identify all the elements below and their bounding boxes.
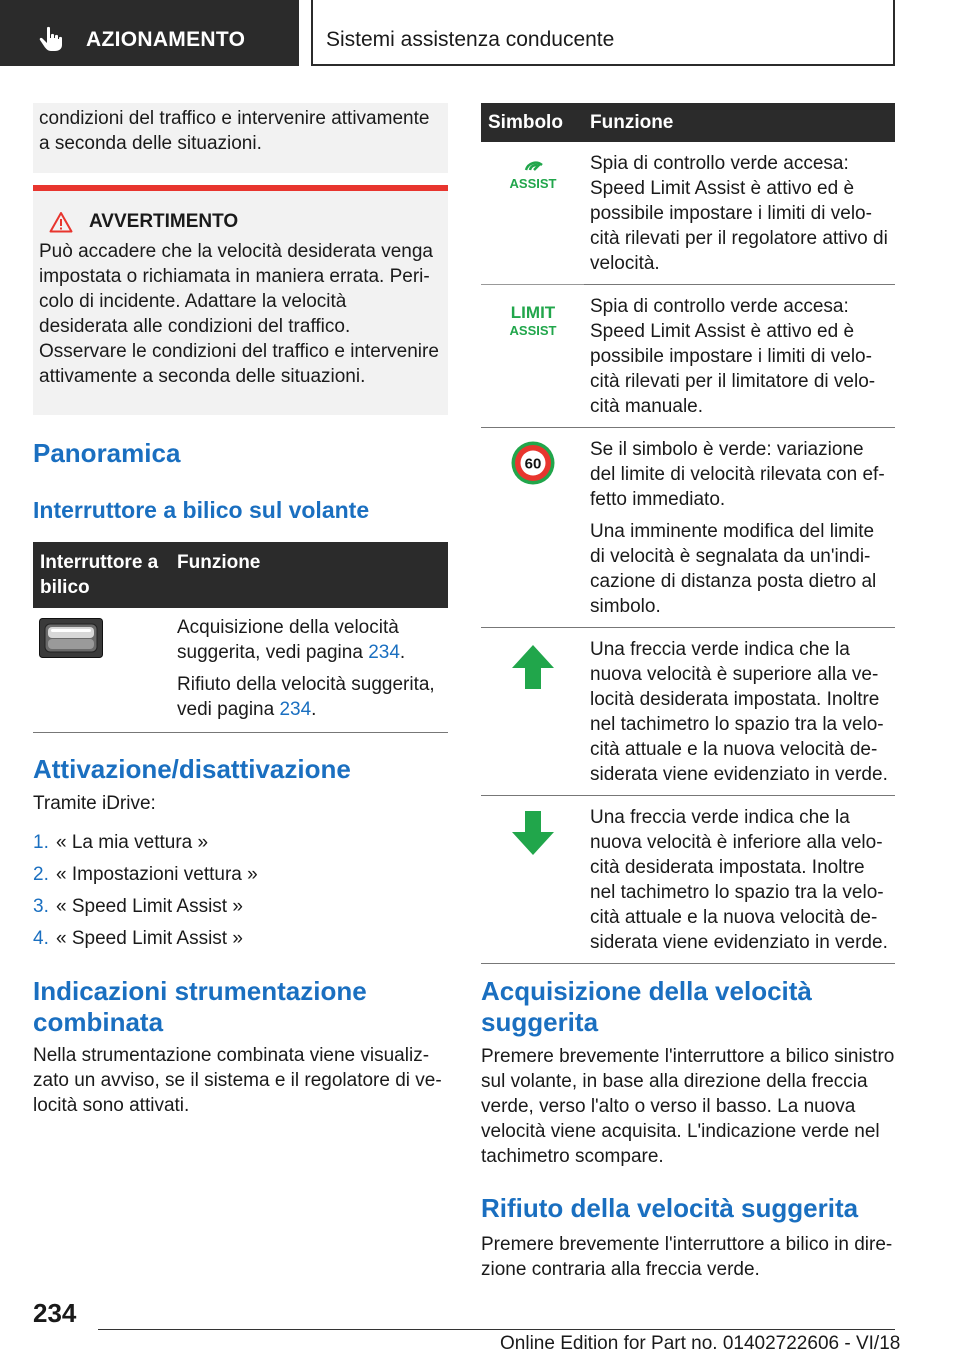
- assist-icon: [503, 148, 563, 194]
- heading-indicazioni: Indicazioni strumentazione combinata: [33, 976, 367, 1037]
- page-link-234[interactable]: 234: [279, 699, 312, 720]
- symbol-cell: [481, 428, 584, 628]
- svg-text:LIMIT: LIMIT: [510, 303, 555, 322]
- table-row: [33, 608, 448, 733]
- rocker-function-reject: Rifiuto della velocità suggerita, vedi pagina 234.: [177, 674, 435, 720]
- function-cell: Spia di controllo verde accesa: Speed Limit Assist è attivo ed è possibile impostare i limiti di velocità rilevati per il limitatore di velocità manuale.: [584, 285, 895, 428]
- symbol-table: [481, 103, 895, 964]
- continued-text: condizioni del traffico e intervenire attivamente a seconda delle situazioni.: [39, 108, 430, 154]
- svg-text:ASSIST: ASSIST: [509, 176, 556, 191]
- heading-acquisizione: Acquisizione della velocità suggerita: [481, 976, 812, 1037]
- function-cell: Se il simbolo è verde: variazione del limite di velocità rilevata con effetto immediato. Una imminente modifica del limite di velocità è segnalata da un'indicazione di distanza posta dietro al simbolo.: [584, 428, 895, 628]
- function-cell: Una freccia verde indica che la nuova velocità è superiore alla velocità desiderata impostata. Inoltre nel tachimetro lo spazio tra la velocità attuale e la nuova velocità desiderata viene evidenziato in verde.: [584, 628, 895, 796]
- table-row: [481, 285, 895, 428]
- footer-edition: Online Edition for Part no. 01402722606 - VI/18: [500, 1333, 901, 1354]
- speed-sign-60-icon: [510, 440, 556, 486]
- svg-text:ASSIST: ASSIST: [509, 323, 556, 338]
- warning-text: Può accadere che la velocità desiderata venga impostata o richiamata in maniera errata. Pericolo di incidente. Adattare la velocità desiderata alle condizioni del traffico. Osservare le condizioni del traffico e intervenire attivamente a seconda delle situazioni.: [39, 241, 439, 387]
- green-arrow-down-icon: [510, 810, 556, 856]
- rocker-icon-cell: [33, 608, 171, 733]
- table-header-funzione: Funzione: [584, 103, 895, 142]
- symbol-cell: [481, 628, 584, 796]
- table-row: [481, 142, 895, 285]
- continued-text-box: [33, 103, 448, 173]
- table-row: [481, 628, 895, 796]
- warning-box: [33, 185, 448, 415]
- tramite-idrive: Tramite iDrive:: [33, 793, 156, 814]
- limit-assist-icon: [503, 299, 563, 343]
- footer-divider: [98, 1329, 895, 1330]
- green-arrow-up-icon: [510, 644, 556, 690]
- list-item: 1. « La mia vettura »: [33, 832, 209, 853]
- warning-title: AVVERTIMENTO: [89, 211, 239, 232]
- chapter-title: Sistemi assistenza conducente: [326, 28, 615, 51]
- heading-interruttore: Interruttore a bilico sul volante: [33, 497, 370, 523]
- section-title: AZIONAMENTO: [86, 28, 246, 51]
- table-row: [481, 796, 895, 964]
- symbol-cell: [481, 285, 584, 428]
- table-header-simbolo: Simbolo: [481, 103, 584, 142]
- symbol-cell: [481, 142, 584, 285]
- hand-touch-icon: [38, 26, 66, 52]
- header-section-tab: [0, 0, 299, 66]
- list-item: 4. « Speed Limit Assist »: [33, 928, 243, 949]
- list-item: 2. « Impostazioni vettura »: [33, 864, 258, 885]
- warning-heading: [39, 211, 440, 233]
- svg-text:60: 60: [524, 455, 541, 473]
- heading-panoramica: Panoramica: [33, 438, 181, 468]
- heading-rifiuto: Rifiuto della velocità suggerita: [481, 1193, 859, 1223]
- table-header-rocker: Interruttore a bilico: [33, 542, 171, 608]
- page-number: 234: [33, 1298, 77, 1328]
- indicazioni-text: Nella strumentazione combinata viene visualizzato un avviso, se il sistema e il regolatore di velocità sono attivati.: [33, 1045, 442, 1116]
- list-item: 3. « Speed Limit Assist »: [33, 896, 243, 917]
- rocker-function-acquire: Acquisizione della velocità suggerita, vedi pagina 234.: [177, 617, 406, 663]
- rocker-switch-icon: [39, 618, 103, 658]
- rifiuto-text: Premere brevemente l'interruttore a bilico in direzione contraria alla freccia verde.: [481, 1234, 893, 1280]
- table-header-funzione: Funzione: [171, 542, 448, 608]
- function-cell: Spia di controllo verde accesa: Speed Limit Assist è attivo ed è possibile impostare i limiti di velocità rilevati per il regolatore attivo di velocità.: [584, 142, 895, 285]
- rocker-switch-table: [33, 542, 448, 733]
- acquisizione-text: Premere brevemente l'interruttore a bilico sinistro sul volante, in base alla direzione della freccia verde, verso l'alto o verso il basso. La nuova velocità viene acquisita. L'indicazione verde nel tachimetro scompare.: [481, 1046, 895, 1167]
- heading-attivazione: Attivazione/disattivazione: [33, 754, 351, 784]
- idrive-steps-list: [33, 830, 448, 951]
- symbol-cell: [481, 796, 584, 964]
- chapter-box: [311, 0, 895, 66]
- page-link-234[interactable]: 234: [368, 642, 400, 663]
- table-row: [481, 428, 895, 628]
- rocker-function-cell: [171, 608, 448, 733]
- function-cell: Una freccia verde indica che la nuova velocità è inferiore alla velocità desiderata impostata. Inoltre nel tachimetro lo spazio tra la velocità attuale e la nuova velocità desiderata viene evidenziato in verde.: [584, 796, 895, 964]
- warning-triangle-icon: [49, 211, 73, 233]
